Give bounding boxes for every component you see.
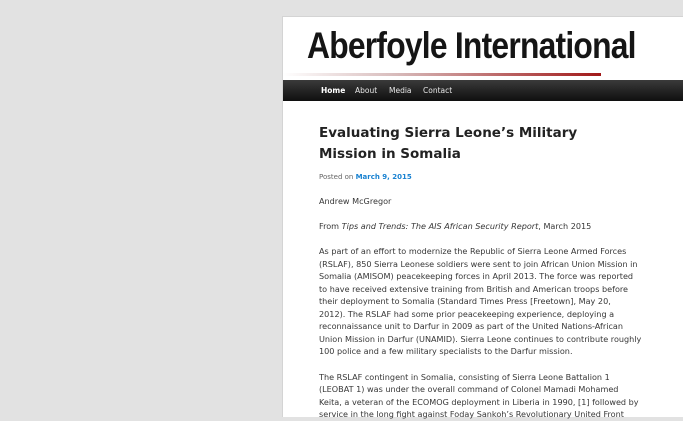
paragraph-1 [319, 245, 649, 358]
main-nav [283, 80, 683, 101]
paragraph-line: Keita, a veteran of the ECOMOG deployment in Liberia in 1990, [1] followed by [319, 396, 639, 407]
post-date-link[interactable]: March 9, 2015 [355, 173, 412, 181]
source-prefix: From [319, 220, 342, 231]
source-title: Tips and Trends: The AIS African Security Report [341, 220, 539, 231]
nav-item-about[interactable]: About [355, 86, 378, 95]
paragraph-2 [319, 371, 649, 421]
paragraph-line: Somalia (AMISOM) peacekeeping forces in April 2013. The force was reported [319, 271, 634, 281]
header-accent-line [283, 73, 601, 76]
nav-item-home[interactable]: Home [321, 86, 346, 95]
paragraph-line: service in the long fight against Foday Sankoh’s Revolutionary United Front [319, 409, 624, 419]
post-author: Andrew McGregor [319, 196, 392, 206]
paragraph-line: 2012). The RSLAF had some prior peacekeeping experience, deploying a [319, 308, 615, 319]
nav-item-media[interactable]: Media [389, 86, 412, 95]
post-article [319, 123, 649, 421]
paragraph-line: (RSLAF), 850 Sierra Leonese soldiers were sent to join African Union Mission in [319, 258, 638, 269]
paragraph-line: Union Mission in Darfur (UNAMID). Sierra Leone continues to contribute roughly [319, 333, 642, 344]
post-content [319, 195, 649, 421]
source-suffix: , March 2015 [538, 220, 592, 231]
nav-item-contact[interactable]: Contact [423, 86, 453, 95]
post-source [319, 220, 649, 233]
page-container [282, 16, 683, 417]
paragraph-line: As part of an effort to modernize the Republic of Sierra Leone Armed Forces [319, 246, 627, 256]
paragraph-line: The RSLAF contingent in Somalia, consisting of Sierra Leone Battalion 1 [319, 371, 610, 382]
post-title-line: Evaluating Sierra Leone’s Military [319, 125, 578, 141]
paragraph-line: reconnaissance unit to Darfur in 2009 as part of the United Nations-African [319, 321, 624, 331]
post-title[interactable] [319, 123, 649, 165]
site-title[interactable]: Aberfoyle International [307, 25, 636, 66]
paragraph-line: to have received extensive training from British and American troops before [319, 283, 629, 294]
post-title-line: Mission in Somalia [319, 146, 461, 162]
posted-on-label: Posted on [319, 173, 354, 181]
site-header [283, 17, 683, 80]
paragraph-line: (LEOBAT 1) was under the overall command of Colonel Mamadi Mohamed [319, 384, 619, 394]
post-meta [319, 173, 649, 181]
paragraph-line: their deployment to Somalia (Standard Times Press [Freetown], May 20, [319, 296, 611, 306]
paragraph-line: 100 police and a few military specialists to the Darfur mission. [319, 346, 573, 356]
